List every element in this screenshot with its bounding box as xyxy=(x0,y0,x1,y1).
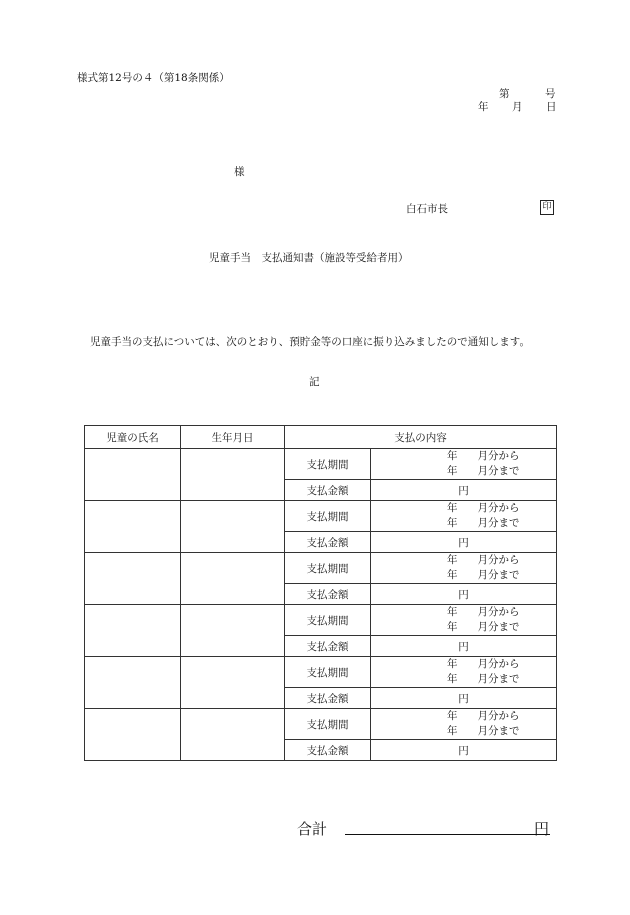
to-month: 月分まで xyxy=(477,621,520,633)
from-year: 年 xyxy=(447,658,458,670)
child-name-cell xyxy=(85,449,181,501)
period-value xyxy=(371,553,557,584)
child-name-cell xyxy=(85,657,181,709)
from-month: 月分から xyxy=(477,710,520,722)
period-value xyxy=(371,501,557,532)
amount-label: 支払金額 xyxy=(285,740,371,761)
amount-label: 支払金額 xyxy=(285,532,371,553)
to-year: 年 xyxy=(447,621,458,633)
period-to xyxy=(371,724,556,739)
period-label: 支払期間 xyxy=(285,553,371,584)
birthdate-cell xyxy=(181,449,285,501)
birthdate-cell xyxy=(181,501,285,553)
from-month: 月分から xyxy=(477,606,520,618)
period-to xyxy=(371,464,556,479)
amount-label: 支払金額 xyxy=(285,584,371,605)
date-day: 日 xyxy=(546,101,557,113)
amount-label: 支払金額 xyxy=(285,688,371,709)
from-month: 月分から xyxy=(477,554,520,566)
amount-value: 円 xyxy=(371,584,557,605)
period-label: 支払期間 xyxy=(285,501,371,532)
intro-text: 児童手当の支払については、次のとおり、預貯金等の口座に振り込みましたので通知します。 xyxy=(90,336,530,348)
date-month: 月 xyxy=(512,101,523,113)
period-to xyxy=(371,516,556,531)
birthdate-cell xyxy=(181,605,285,657)
to-year: 年 xyxy=(447,569,458,581)
total-amount-line xyxy=(345,834,550,835)
seal-mark: 印 xyxy=(540,200,554,215)
doc-no-prefix: 第 xyxy=(499,88,510,100)
period-to xyxy=(371,672,556,687)
from-month: 月分から xyxy=(477,658,520,670)
period-from xyxy=(371,709,556,724)
child-name-cell xyxy=(85,501,181,553)
table-header-row xyxy=(85,426,557,449)
amount-value: 円 xyxy=(371,688,557,709)
amount-label: 支払金額 xyxy=(285,636,371,657)
from-month: 月分から xyxy=(477,450,520,462)
amount-value: 円 xyxy=(371,480,557,501)
total-label: 合計 xyxy=(297,820,328,838)
total-unit: 円 xyxy=(534,820,550,838)
period-value xyxy=(371,657,557,688)
to-month: 月分まで xyxy=(477,517,520,529)
table-row xyxy=(85,553,557,584)
header-birthdate: 生年月日 xyxy=(181,426,285,449)
form-number: 様式第12号の４（第18条関係） xyxy=(77,72,230,84)
to-year: 年 xyxy=(447,517,458,529)
to-month: 月分まで xyxy=(477,673,520,685)
amount-value: 円 xyxy=(371,636,557,657)
birthdate-cell xyxy=(181,709,285,761)
ki-mark: 記 xyxy=(309,376,320,388)
period-value xyxy=(371,709,557,740)
doc-no-suffix: 号 xyxy=(545,88,556,100)
from-year: 年 xyxy=(447,554,458,566)
child-name-cell xyxy=(85,553,181,605)
document-title: 児童手当 支払通知書（施設等受給者用） xyxy=(209,252,409,264)
period-from xyxy=(371,657,556,672)
period-label: 支払期間 xyxy=(285,657,371,688)
period-from xyxy=(371,449,556,464)
amount-value: 円 xyxy=(371,740,557,761)
from-month: 月分から xyxy=(477,502,520,514)
period-label: 支払期間 xyxy=(285,709,371,740)
amount-label: 支払金額 xyxy=(285,480,371,501)
header-child-name: 児童の氏名 xyxy=(85,426,181,449)
table-row xyxy=(85,449,557,480)
period-value xyxy=(371,605,557,636)
period-value xyxy=(371,449,557,480)
period-from xyxy=(371,501,556,516)
addressee: 様 xyxy=(234,166,245,178)
from-year: 年 xyxy=(447,450,458,462)
header-payment-content: 支払の内容 xyxy=(285,426,557,449)
table-row xyxy=(85,657,557,688)
period-label: 支払期間 xyxy=(285,449,371,480)
table-row xyxy=(85,501,557,532)
period-from xyxy=(371,553,556,568)
to-month: 月分まで xyxy=(477,465,520,477)
to-month: 月分まで xyxy=(477,569,520,581)
from-year: 年 xyxy=(447,606,458,618)
from-year: 年 xyxy=(447,502,458,514)
to-year: 年 xyxy=(447,673,458,685)
period-label: 支払期間 xyxy=(285,605,371,636)
period-to xyxy=(371,620,556,635)
child-name-cell xyxy=(85,605,181,657)
document-date xyxy=(478,99,558,113)
date-year: 年 xyxy=(478,101,489,113)
table-row xyxy=(85,605,557,636)
table-row xyxy=(85,709,557,740)
to-year: 年 xyxy=(447,725,458,737)
sender: 白石市長 xyxy=(406,203,448,215)
to-year: 年 xyxy=(447,465,458,477)
birthdate-cell xyxy=(181,657,285,709)
to-month: 月分まで xyxy=(477,725,520,737)
period-from xyxy=(371,605,556,620)
from-year: 年 xyxy=(447,710,458,722)
birthdate-cell xyxy=(181,553,285,605)
child-name-cell xyxy=(85,709,181,761)
amount-value: 円 xyxy=(371,532,557,553)
period-to xyxy=(371,568,556,583)
payment-table xyxy=(84,425,557,761)
